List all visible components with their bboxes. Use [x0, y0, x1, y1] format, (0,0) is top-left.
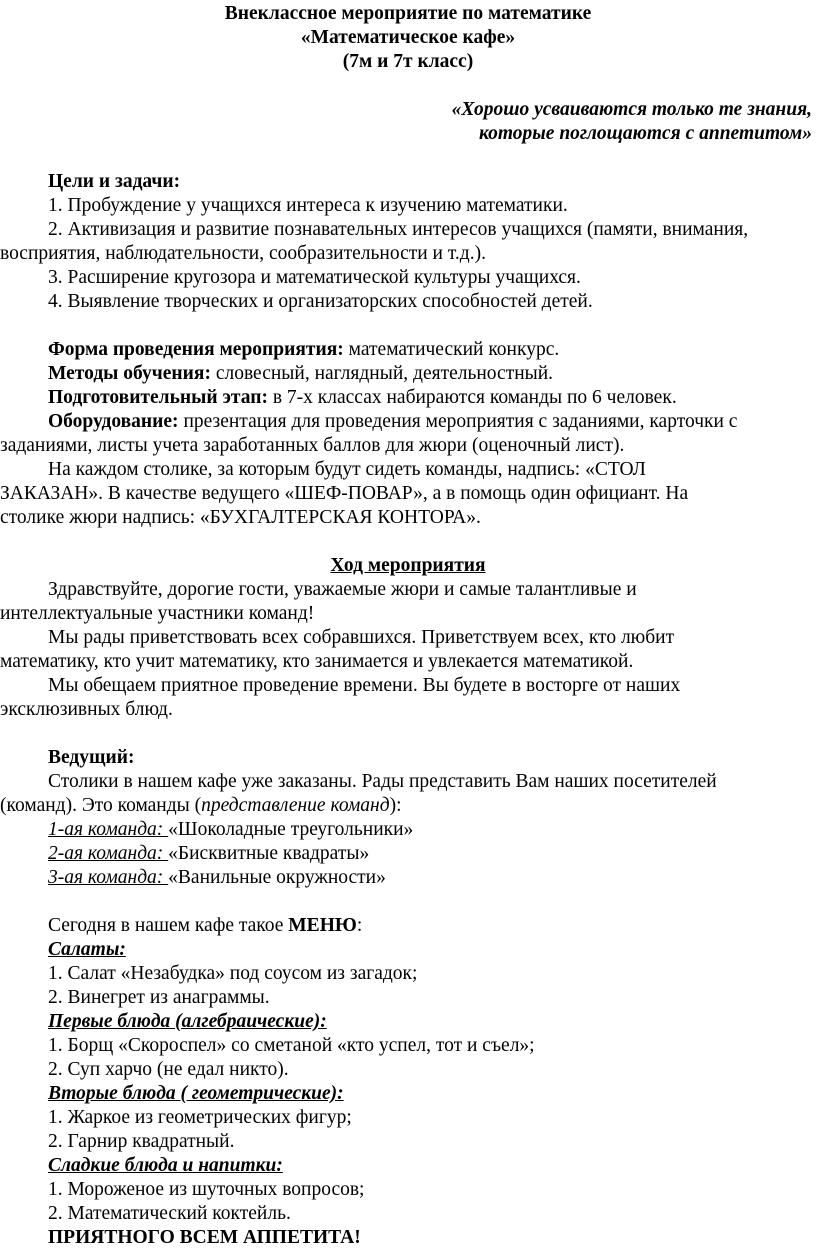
doc-grade: (7м и 7т класс): [342, 51, 474, 72]
epigraph-line-1: «Хорошо усваиваются только те знания,: [451, 99, 812, 120]
team-3: [48, 866, 816, 890]
tables-line-2: ЗАКАЗАН». В качестве ведущего «ШЕФ-ПОВАР», а в помощь один официант. На: [0, 483, 689, 504]
salad-item-1: 1. Салат «Незабудка» под соусом из загадок;: [48, 963, 418, 984]
goal-item-1: 1. Пробуждение у учащихся интереса к изучению математики.: [48, 195, 568, 216]
goal-item-2-line-1: 2. Активизация и развитие познавательных интересов учащихся (памяти, внимания,: [48, 219, 749, 240]
equipment-line-1: [48, 410, 816, 434]
prep-text: в 7-х классах набираются команды по 6 человек.: [267, 387, 677, 408]
host-p1-text-c: ):: [389, 795, 402, 816]
salads-heading: Салаты:: [48, 939, 126, 960]
tables-line-3: столике жюри надпись: «БУХГАЛТЕРСКАЯ КОНТОРА».: [0, 507, 481, 528]
doc-title: Внеклассное мероприятие по математике: [224, 3, 592, 24]
goal-item-3: 3. Расширение кругозора и математической культуры учащихся.: [48, 267, 581, 288]
prep-label: Подготовительный этап:: [48, 387, 268, 408]
team-2: [48, 842, 816, 866]
team-3-name: «Ванильные окружности»: [168, 867, 386, 888]
team-presentation-text: представление команд: [201, 795, 390, 816]
methods-label: Методы обучения:: [48, 363, 211, 384]
equipment-line-2: заданиями, листы учета заработанных баллов для жюри (оценочный лист).: [0, 435, 625, 456]
prep-line: [48, 386, 816, 410]
closing-line: ПРИЯТНОГО ВСЕМ АППЕТИТА!: [48, 1227, 361, 1248]
dessert-item-1: 1. Мороженое из шуточных вопросов;: [48, 1179, 365, 1200]
course-heading: Ход мероприятия: [330, 555, 486, 576]
dessert-item-2: 2. Математический коктейль.: [48, 1203, 291, 1224]
course-p1-line-1: Здравствуйте, дорогие гости, уважаемые жюри и самые талантливые и: [48, 579, 637, 600]
form-label: Форма проведения мероприятия:: [48, 339, 344, 360]
team-3-label: 3-ая команда:: [48, 867, 169, 888]
first-course-item-1: 1. Борщ «Скороспел» со сметаной «кто успел, тот и съел»;: [48, 1035, 535, 1056]
host-p1-text-a: (команд). Это команды (: [0, 795, 202, 816]
host-heading: Ведущий:: [48, 747, 135, 768]
course-p3-line-2: эксклюзивных блюд.: [0, 699, 173, 720]
methods-text: словесный, наглядный, деятельностный.: [210, 363, 554, 384]
second-courses-heading: Вторые блюда ( геометрические):: [48, 1083, 344, 1104]
menu-intro-colon: :: [356, 915, 363, 936]
salad-item-2: 2. Винегрет из анаграммы.: [48, 987, 270, 1008]
team-1-label: 1-ая команда:: [48, 819, 169, 840]
team-1-name: «Шоколадные треугольники»: [168, 819, 414, 840]
doc-subtitle: «Математическое кафе»: [300, 27, 516, 48]
desserts-heading: Сладкие блюда и напитки:: [48, 1155, 283, 1176]
course-p3-line-1: Мы обещаем приятное проведение времени. Вы будете в восторге от наших: [48, 675, 681, 696]
first-course-item-2: 2. Суп харчо (не едал никто).: [48, 1059, 289, 1080]
epigraph-line-2: которые поглощаются с аппетитом»: [478, 123, 812, 144]
course-p1-line-2: интеллектуальные участники команд!: [0, 603, 315, 624]
team-1: [48, 818, 816, 842]
menu-word: МЕНЮ: [288, 915, 357, 936]
menu-intro: [48, 914, 816, 938]
course-p2-line-1: Мы рады приветствовать всех собравшихся. Приветствуем всех, кто любит: [48, 627, 675, 648]
goal-item-2-line-2: восприятия, наблюдательности, сообразительности и т.д.).: [0, 243, 486, 264]
form-text: математический конкурс.: [343, 339, 560, 360]
equipment-text: презентация для проведения мероприятия с заданиями, карточки с: [178, 411, 738, 432]
second-course-item-2: 2. Гарнир квадратный.: [48, 1131, 235, 1152]
team-2-label: 2-ая команда:: [48, 843, 169, 864]
goals-heading: Цели и задачи:: [48, 171, 181, 192]
tables-line-1: На каждом столике, за которым будут сидеть команды, надпись: «СТОЛ: [48, 459, 646, 480]
team-2-name: «Бисквитные квадраты»: [168, 843, 370, 864]
course-p2-line-2: математику, кто учит математику, кто занимается и увлекается математикой.: [0, 651, 634, 672]
host-p1-line-2: [0, 794, 816, 818]
equipment-label: Оборудование:: [48, 411, 179, 432]
form-line: [48, 338, 816, 362]
menu-intro-text: Сегодня в нашем кафе такое: [48, 915, 289, 936]
first-courses-heading: Первые блюда (алгебраические):: [48, 1011, 327, 1032]
second-course-item-1: 1. Жаркое из геометрических фигур;: [48, 1107, 352, 1128]
host-p1-line-1: Столики в нашем кафе уже заказаны. Рады представить Вам наших посетителей: [48, 771, 717, 792]
goal-item-4: 4. Выявление творческих и организаторских способностей детей.: [48, 291, 593, 312]
methods-line: [48, 362, 816, 386]
